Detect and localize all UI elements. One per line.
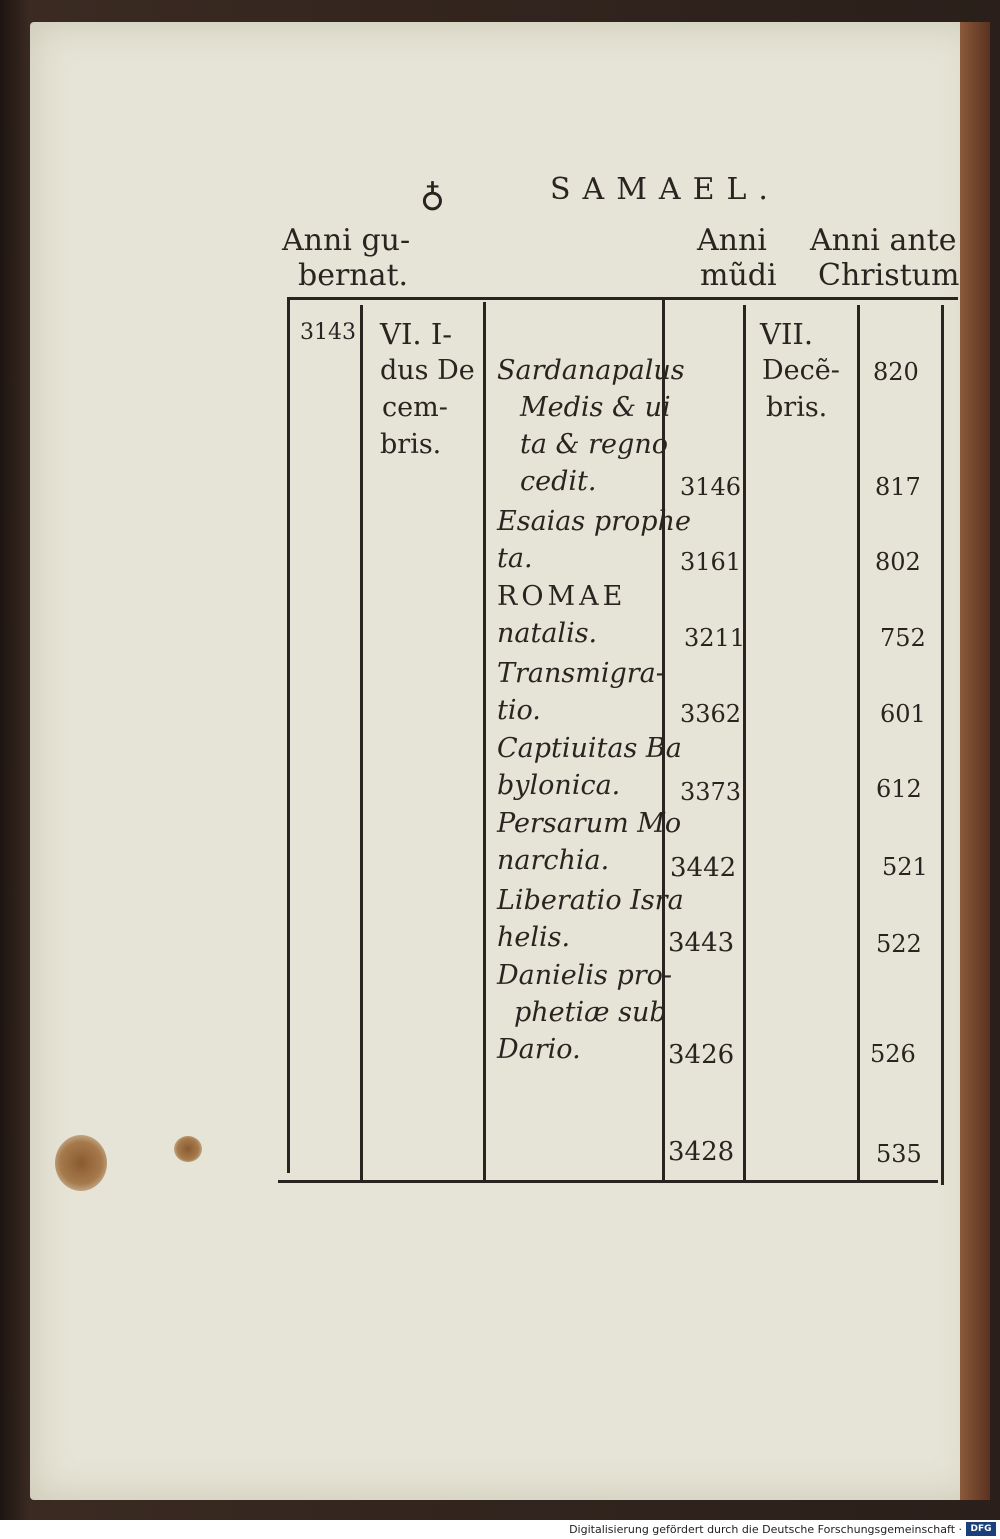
ante-christum-value: 535	[876, 1140, 922, 1168]
table-bottom-rule	[278, 1180, 938, 1183]
event-line: Liberatio Isra	[497, 885, 684, 916]
event-line: helis.	[497, 922, 571, 953]
event-line: cedit.	[520, 466, 597, 497]
anni-mundi-value: 3443	[668, 928, 735, 958]
event-line: narchia.	[497, 845, 610, 876]
anni-mundi-value: 3362	[680, 700, 742, 728]
event-line: natalis.	[497, 618, 598, 649]
event-line: phetiæ sub	[514, 997, 667, 1028]
end-date-line-1: VII.	[760, 317, 814, 351]
header-anni-gubernat-2: bernat.	[298, 258, 409, 293]
ante-christum-value: 521	[882, 853, 928, 881]
ante-christum-value: 817	[875, 473, 921, 501]
stain-small	[174, 1136, 202, 1162]
event-line: Transmigra-	[497, 658, 665, 689]
page-title: SAMAEL.	[550, 172, 780, 207]
stain-large	[55, 1135, 107, 1191]
event-line: ta & regno	[520, 429, 668, 460]
header-anni-gubernat-1: Anni gu-	[282, 223, 411, 258]
event-line: Medis & ui	[520, 392, 671, 423]
event-line: Captiuitas Ba	[497, 733, 682, 764]
event-line: Esaias prophe	[497, 506, 691, 537]
anni-mundi-value: 3211	[684, 624, 746, 652]
planet-symbol-icon: ♁	[420, 175, 445, 215]
event-line: Sardanapalus	[497, 355, 685, 386]
funding-credit: Digitalisierung gefördert durch die Deutsche Forschungsgemeinschaft ·	[569, 1523, 962, 1536]
anni-mundi-value: 3426	[668, 1040, 735, 1070]
column-divider-2	[360, 305, 363, 1183]
table-top-rule	[290, 297, 958, 300]
ante-christum-value: 522	[876, 930, 922, 958]
ante-christum-value: 612	[876, 775, 922, 803]
event-line: tio.	[497, 695, 541, 726]
end-date-line-2: Decẽ-	[762, 355, 840, 386]
ante-christum-value: 601	[880, 700, 926, 728]
end-date-line-3: bris.	[766, 392, 828, 423]
event-line: ta.	[497, 543, 533, 574]
anni-mundi-value: 3442	[670, 853, 737, 883]
anni-mundi-value: 3428	[668, 1137, 735, 1167]
anni-mundi-value: 3146	[680, 473, 742, 501]
header-anni-mundi-1: Anni	[697, 223, 767, 258]
ante-christum-value: 526	[870, 1040, 916, 1068]
header-anni-mundi-2: mũdi	[700, 258, 777, 293]
header-ante-christum-2: Christum	[818, 258, 960, 293]
ante-christum-value: 752	[880, 624, 926, 652]
column-divider-1	[287, 297, 290, 1173]
event-line: Dario.	[497, 1034, 581, 1065]
column-divider-7	[941, 305, 944, 1185]
event-line: bylonica.	[497, 770, 621, 801]
column-divider-6	[857, 305, 860, 1180]
anni-mundi-value: 3373	[680, 778, 742, 806]
anni-gubernat-value: 3143	[300, 320, 356, 345]
event-line: ROMAE	[497, 581, 627, 612]
dfg-logo: DFG	[966, 1522, 996, 1536]
start-date-line-3: cem-	[382, 392, 448, 423]
ante-christum-value: 802	[875, 548, 921, 576]
start-date-line-2: dus De	[380, 355, 475, 386]
column-divider-3	[483, 302, 486, 1183]
anni-mundi-value: 3161	[680, 548, 742, 576]
start-date-line-4: bris.	[380, 429, 442, 460]
first-ante-christum: 820	[873, 358, 919, 386]
page-edge	[960, 22, 990, 1500]
event-line: Danielis pro-	[497, 960, 673, 991]
header-ante-christum-1: Anni ante	[810, 223, 957, 258]
event-line: Persarum Mo	[497, 808, 682, 839]
start-date-line-1: VI. I-	[380, 317, 453, 351]
column-divider-5	[743, 305, 746, 1180]
